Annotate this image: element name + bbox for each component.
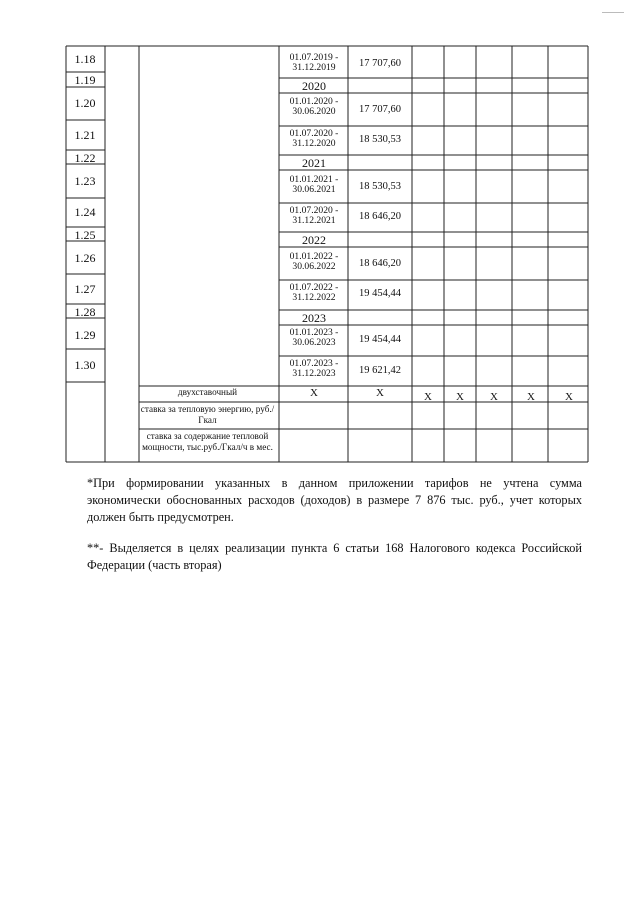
footnote-2: **- Выделяется в целях реализации пункта 6 статьи 168 Налогового кодекса Российской Федерации (часть вторая)	[87, 541, 582, 572]
row-number: 1.21	[74, 128, 96, 142]
period-cell: 01.07.2019 - 31.12.2019	[289, 52, 339, 73]
period-cell: 01.01.2021 - 30.06.2021	[289, 174, 339, 195]
row-number: 1.20	[74, 96, 96, 110]
tariff-value: 18 530,53	[359, 134, 401, 145]
tariff-value: 18 646,20	[359, 258, 401, 269]
row-number: 1.28	[74, 305, 96, 319]
row-number: 1.22	[74, 151, 96, 165]
x-mark: Х	[456, 391, 464, 403]
row-number: 1.18	[74, 52, 96, 66]
row-number: 1.26	[74, 251, 96, 265]
capacity-rate-label: ставка за содержание тепловой мощности, тыс.руб./Гкал/ч в мес.	[142, 431, 273, 452]
year-cell: 2020	[302, 79, 326, 93]
period-cell: 01.07.2020 - 31.12.2020	[289, 128, 339, 149]
row-number: 1.24	[74, 205, 96, 219]
tariff-value: 18 646,20	[359, 211, 401, 222]
energy-rate-label: ставка за тепловую энергию, руб./Гкал	[140, 404, 275, 425]
x-mark: Х	[527, 391, 535, 403]
x-mark: Х	[565, 391, 573, 403]
period-cell: 01.07.2020 - 31.12.2021	[289, 205, 339, 226]
x-mark: Х	[490, 391, 498, 403]
period-cell: 01.01.2022 - 30.06.2022	[289, 251, 339, 272]
year-cell: 2021	[302, 156, 326, 170]
tariff-value: 19 454,44	[359, 334, 401, 345]
period-cell: 01.01.2023 - 30.06.2023	[289, 327, 339, 348]
two-part-tariff-label: двухставочный	[177, 387, 238, 397]
x-mark: Х	[376, 387, 384, 399]
tariff-value: 19 621,42	[359, 365, 401, 376]
x-mark: Х	[424, 391, 432, 403]
period-cell: 01.01.2020 - 30.06.2020	[289, 96, 339, 117]
row-number: 1.25	[74, 228, 96, 242]
row-number: 1.23	[74, 174, 96, 188]
tariff-value: 17 707,60	[359, 58, 401, 69]
tariff-value: 18 530,53	[359, 181, 401, 192]
period-cell: 01.07.2023 - 31.12.2023	[289, 358, 339, 379]
row-number: 1.30	[74, 358, 96, 372]
row-number: 1.27	[74, 282, 96, 296]
footnote-1: *При формировании указанных в данном приложении тарифов не учтена сумма экономически обоснованных расходов (доходов) в размере 7 876 тыс. руб., учет которых должен быть предусмотрен.	[87, 476, 582, 524]
row-number: 1.19	[74, 73, 96, 87]
tariff-value: 19 454,44	[359, 288, 401, 299]
year-cell: 2023	[302, 311, 326, 325]
row-number: 1.29	[74, 328, 96, 342]
tariff-value: 17 707,60	[359, 104, 401, 115]
period-cell: 01.07.2022 - 31.12.2022	[289, 282, 339, 303]
year-cell: 2022	[302, 233, 326, 247]
x-mark: Х	[310, 387, 318, 399]
